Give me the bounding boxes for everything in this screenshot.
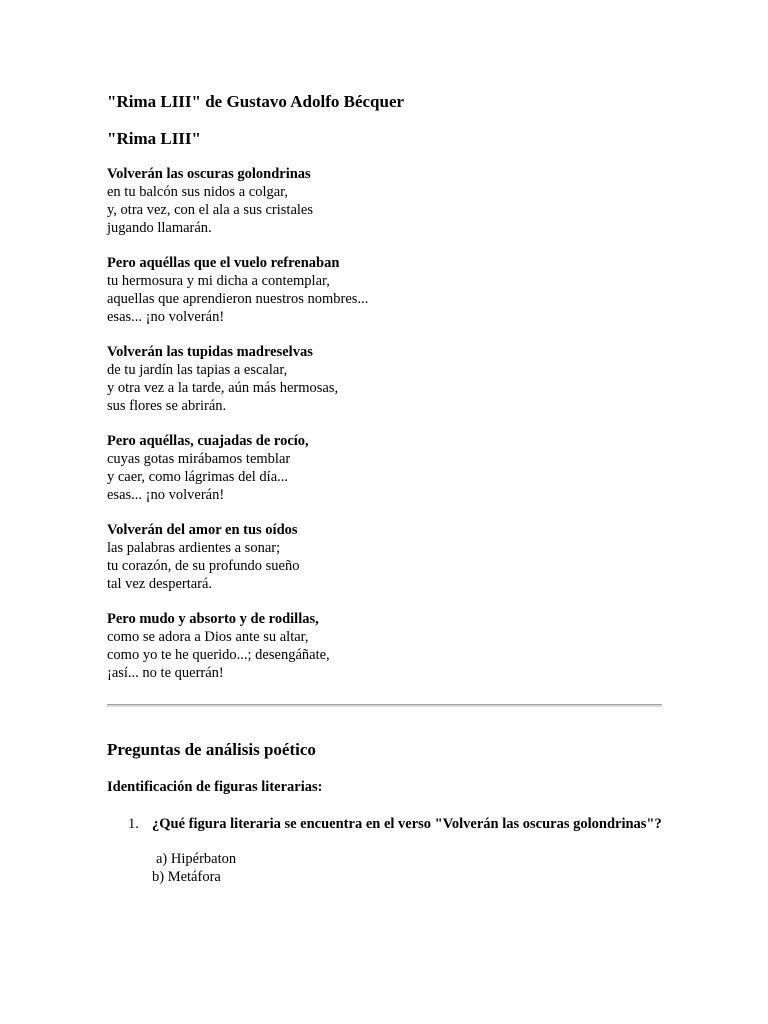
question-item (107, 815, 663, 886)
verse-line: y, otra vez, con el ala a sus cristales (107, 202, 314, 218)
stanza-6 (107, 610, 663, 682)
stanza-1 (107, 165, 663, 237)
verse-line: de tu jardín las tapias a escalar, (107, 362, 288, 378)
subsection-title: Identificación de figuras literarias: (107, 779, 323, 795)
stanza-3 (107, 343, 663, 415)
question-number: 1. (128, 816, 139, 832)
stanza-2 (107, 254, 663, 326)
verse-line: tal vez despertará. (107, 576, 213, 592)
verse-line: ¡así... no te querrán! (107, 665, 224, 681)
verse-line: y otra vez a la tarde, aún más hermosas, (107, 380, 339, 396)
verse-line: como se adora a Dios ante su altar, (107, 629, 309, 645)
verse-line: y caer, como lágrimas del día... (107, 469, 289, 485)
verse-line: esas... ¡no volverán! (107, 487, 225, 503)
analysis-section (107, 739, 663, 886)
poem-title: "Rima LIII" (107, 129, 201, 148)
verse-line: en tu balcón sus nidos a colgar, (107, 184, 289, 200)
verse-line: aquellas que aprendieron nuestros nombres... (107, 291, 369, 307)
verse-line: tu hermosura y mi dicha a contemplar, (107, 273, 330, 289)
verse-line: como yo te he querido...; desengáñate, (107, 647, 330, 663)
poem (107, 165, 663, 682)
question-list (107, 815, 663, 886)
question-text: ¿Qué figura literaria se encuentra en el verso "Volverán las oscuras golondrinas"? (152, 816, 662, 832)
verse-line: Pero mudo y absorto y de rodillas, (107, 611, 319, 627)
verse-line: Volverán del amor en tus oídos (107, 522, 298, 538)
horizontal-divider (107, 704, 662, 707)
document-title: "Rima LIII" de Gustavo Adolfo Bécquer (107, 92, 405, 111)
verse-line: Pero aquéllas que el vuelo refrenaban (107, 255, 340, 271)
verse-line: tu corazón, de su profundo sueño (107, 558, 300, 574)
stanza-5 (107, 521, 663, 593)
verse-line: Volverán las oscuras golondrinas (107, 166, 311, 182)
answer-option: a) Hipérbaton (156, 851, 237, 867)
verse-line: sus flores se abrirán. (107, 398, 227, 414)
verse-line: las palabras ardientes a sonar; (107, 540, 281, 556)
verse-line: Volverán las tupidas madreselvas (107, 344, 313, 360)
section-title: Preguntas de análisis poético (107, 740, 316, 759)
answer-options (152, 850, 663, 886)
document-body (107, 92, 663, 699)
verse-line: cuyas gotas mirábamos temblar (107, 451, 291, 467)
verse-line: Pero aquéllas, cuajadas de rocío, (107, 433, 309, 449)
verse-line: jugando llamarán. (107, 220, 212, 236)
answer-option: b) Metáfora (152, 869, 221, 885)
stanza-4 (107, 432, 663, 504)
verse-line: esas... ¡no volverán! (107, 309, 225, 325)
